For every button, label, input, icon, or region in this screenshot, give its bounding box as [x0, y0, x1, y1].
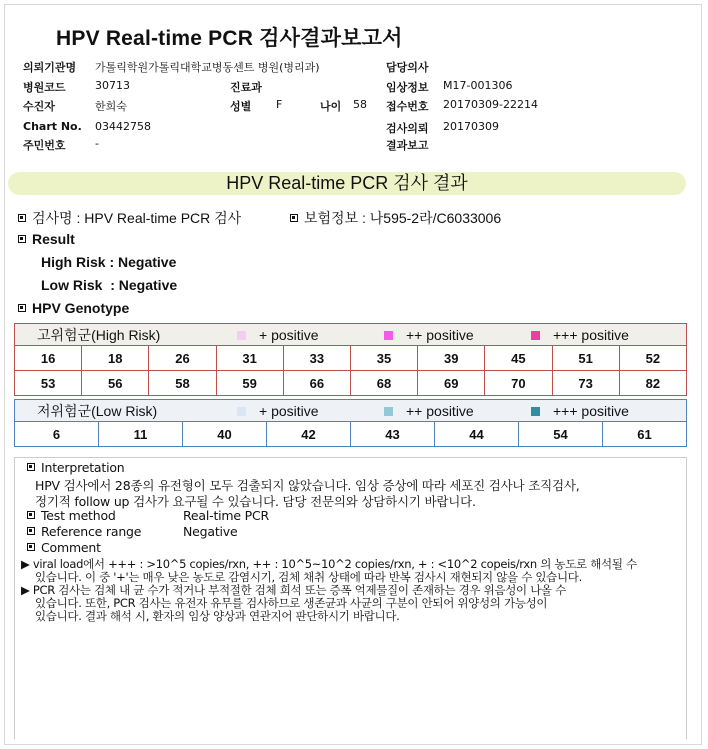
checkbox-icon	[290, 214, 298, 222]
hospital-code-value: 30713	[95, 79, 130, 92]
resident-no-label: 주민번호	[23, 139, 66, 152]
genotype-cell: 44	[435, 422, 519, 447]
genotype-cell: 39	[418, 346, 485, 371]
receipt-no-label: 접수번호	[386, 100, 429, 113]
genotype-cell: 53	[15, 371, 82, 396]
checkbox-icon	[27, 463, 35, 471]
legend-plus3: +++ positive	[553, 327, 629, 343]
comment-label-text: Comment	[41, 540, 101, 555]
low-risk-result: Low Risk : Negative	[41, 277, 178, 293]
resident-no-value: -	[95, 137, 99, 150]
genotype-heading-text: HPV Genotype	[32, 300, 130, 316]
age-value: 58	[353, 98, 367, 111]
genotype-cell: 51	[552, 346, 619, 371]
high-risk-panel	[14, 323, 687, 394]
genotype-cell: 52	[619, 346, 686, 371]
genotype-cell: 54	[519, 422, 603, 447]
interpretation-text-1: HPV 검사에서 28종의 유전형이 모두 검출되지 않았습니다. 임상 증상에 따라 세포진 검사나 조직검사,	[35, 478, 580, 493]
genotype-cell: 6	[15, 422, 99, 447]
reference-range-value: Negative	[183, 524, 238, 539]
table-row	[15, 422, 687, 447]
genotype-cell: 18	[82, 346, 149, 371]
test-name-line	[18, 208, 241, 228]
genotype-cell: 33	[283, 346, 350, 371]
legend-plus3: +++ positive	[553, 403, 629, 419]
high-risk-table	[14, 345, 687, 396]
genotype-cell: 66	[283, 371, 350, 396]
test-request-value: 20170309	[443, 120, 499, 133]
receipt-no-value: 20170309-22214	[443, 98, 538, 111]
checkbox-icon	[27, 543, 35, 551]
report-title: HPV Real-time PCR 검사결과보고서	[56, 27, 403, 50]
interpretation-text-2: 정기적 follow up 검사가 요구될 수 있습니다. 담당 전문의와 상담하시기 바랍니다.	[35, 494, 476, 509]
genotype-cell: 69	[418, 371, 485, 396]
result-banner: HPV Real-time PCR 검사 결과	[8, 172, 686, 195]
chart-no-value: 03442758	[95, 120, 151, 133]
low-risk-title: 저위험군(Low Risk)	[37, 403, 158, 419]
legend-plus2: ++ positive	[406, 327, 474, 343]
low-risk-panel	[14, 399, 687, 446]
comment-2c: 있습니다. 결과 해석 시, 환자의 임상 양상과 연관지어 판단하시기 바랍니다.	[35, 609, 400, 623]
checkbox-icon	[18, 304, 26, 312]
genotype-cell: 26	[149, 346, 216, 371]
genotype-cell: 16	[15, 346, 82, 371]
low-risk-header	[14, 399, 687, 422]
doctor-label: 담당의사	[386, 61, 429, 74]
genotype-cell: 70	[485, 371, 552, 396]
genotype-cell: 68	[350, 371, 417, 396]
genotype-cell: 45	[485, 346, 552, 371]
requesting-org-value: 가톨릭학원가톨릭대학교병동센트 병원(병리과)	[95, 61, 320, 74]
department-label: 진료과	[230, 81, 262, 94]
checkbox-icon	[27, 511, 35, 519]
genotype-cell: 82	[619, 371, 686, 396]
genotype-cell: 73	[552, 371, 619, 396]
legend-plus: + positive	[259, 403, 319, 419]
genotype-cell: 35	[350, 346, 417, 371]
checkbox-icon	[18, 235, 26, 243]
result-heading-text: Result	[32, 231, 75, 247]
genotype-cell: 56	[82, 371, 149, 396]
genotype-cell: 40	[183, 422, 267, 447]
age-label: 나이	[320, 100, 342, 113]
patient-label: 수진자	[23, 100, 55, 113]
genotype-cell: 11	[99, 422, 183, 447]
genotype-cell: 61	[603, 422, 687, 447]
comment-1b: 있습니다. 이 중 '+'는 매우 낮은 농도로 감염시기, 검체 채취 상태에 따라 반복 검사시 재현되지 않을 수 있습니다.	[35, 570, 582, 584]
plus2-swatch	[384, 407, 393, 416]
test-request-label: 검사의뢰	[386, 122, 429, 135]
genotype-cell: 43	[351, 422, 435, 447]
insurance-line	[290, 208, 501, 228]
insurance-text: 보험정보 : 나595-2라/C6033006	[304, 210, 502, 226]
requesting-org-label: 의뢰기관명	[23, 61, 77, 74]
result-heading	[18, 231, 75, 247]
genotype-cell: 42	[267, 422, 351, 447]
sex-label: 성별	[230, 100, 252, 113]
chart-no-label: Chart No.	[23, 120, 82, 133]
plus2-swatch	[384, 331, 393, 340]
clinical-info-label: 임상정보	[386, 81, 429, 94]
reference-range-label	[27, 524, 141, 539]
interpretation-box	[14, 457, 687, 739]
reference-range-label-text: Reference range	[41, 524, 142, 539]
legend-plus: + positive	[259, 327, 319, 343]
result-report-label: 결과보고	[386, 139, 429, 152]
comment-label	[27, 540, 101, 555]
patient-value: 한희숙	[95, 100, 127, 113]
table-row	[15, 371, 687, 396]
high-risk-header	[14, 323, 687, 346]
legend-plus2: ++ positive	[406, 403, 474, 419]
plus-swatch	[237, 407, 246, 416]
high-risk-title: 고위험군(High Risk)	[37, 327, 161, 343]
test-method-label-text: Test method	[41, 508, 116, 523]
test-method-label	[27, 508, 116, 523]
comment-1a: ▶ viral load에서 +++ : >10^5 copies/rxn, ++ : 10^5~10^2 copies/rxn, + : <10^2 copeis/rxn 의 농도로 해석될 수	[21, 557, 637, 571]
genotype-cell: 31	[216, 346, 283, 371]
test-name-text: 검사명 : HPV Real-time PCR 검사	[32, 210, 242, 226]
test-method-value: Real-time PCR	[183, 508, 270, 523]
interpretation-heading	[27, 460, 125, 475]
hospital-code-label: 병원코드	[23, 81, 66, 94]
clinical-info-value: M17-001306	[443, 79, 513, 92]
comment-2b: 있습니다. 또한, PCR 검사는 유전자 유무를 검사하므로 생존균과 사균의 구분이 안되어 위양성의 가능성이	[35, 596, 548, 610]
genotype-cell: 59	[216, 371, 283, 396]
comment-2a: ▶ PCR 검사는 검체 내 균 수가 적거나 부적절한 검체 희석 또는 증폭 억제물질이 존재하는 경우 위음성이 나올 수	[21, 583, 566, 597]
low-risk-table	[14, 421, 687, 447]
plus3-swatch	[531, 331, 540, 340]
sex-value: F	[276, 98, 283, 111]
table-row	[15, 346, 687, 371]
plus-swatch	[237, 331, 246, 340]
interpretation-heading-text: Interpretation	[41, 460, 125, 475]
checkbox-icon	[18, 214, 26, 222]
high-risk-result: High Risk : Negative	[41, 254, 177, 270]
genotype-cell: 58	[149, 371, 216, 396]
genotype-heading	[18, 300, 129, 316]
plus3-swatch	[531, 407, 540, 416]
checkbox-icon	[27, 527, 35, 535]
